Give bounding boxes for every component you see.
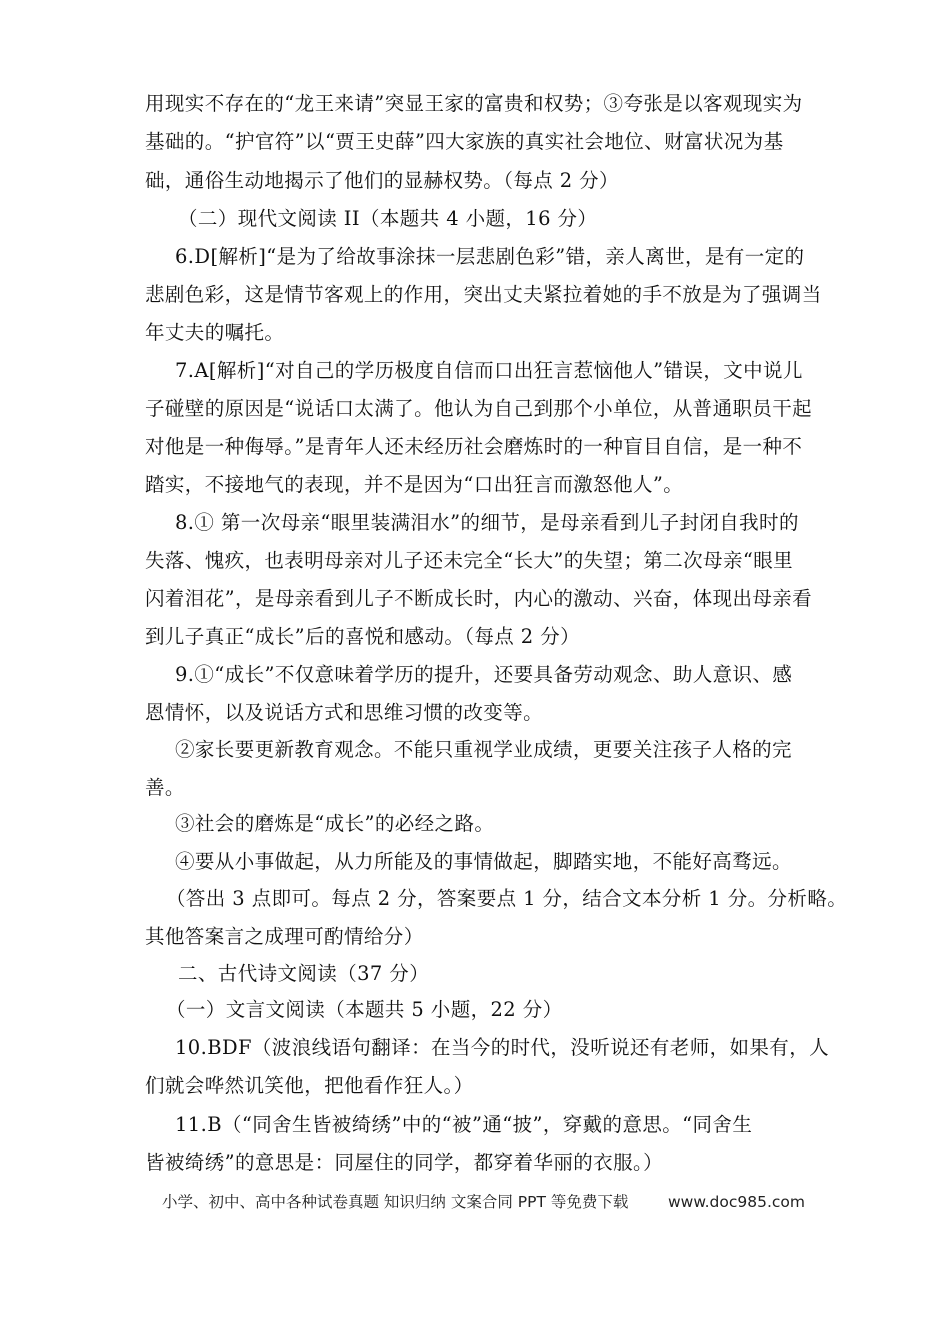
answer-9-line-2: 恩情怀，以及说话方式和思维习惯的改变等。 bbox=[145, 701, 544, 724]
answer-8-line-2: 失落、愧疚，也表明母亲对儿子还未完全“长大”的失望；第二次母亲“眼里 bbox=[145, 549, 794, 572]
body-line-1: 用现实不存在的“龙王来请”突显王家的富贵和权势；③夸张是以客观现实为 bbox=[145, 92, 803, 115]
answer-9-point-2-line-1: ②家长要更新教育观念。不能只重视学业成绩，更要关注孩子人格的完 bbox=[175, 738, 792, 761]
section-heading-classical-prose: （一）文言文阅读（本题共 5 小题，22 分） bbox=[166, 998, 563, 1021]
answer-9-point-4: ④要从小事做起，从力所能及的事情做起，脚踏实地，不能好高骛远。 bbox=[175, 850, 792, 873]
answer-8-line-1: 8.① 第一次母亲“眼里装满泪水”的细节，是母亲看到儿子封闭自我时的 bbox=[175, 511, 799, 534]
answer-8-line-4: 到儿子真正“成长”后的喜悦和感动。（每点 2 分） bbox=[145, 625, 580, 648]
answer-9-note-line-2: 其他答案言之成理可酌情给分） bbox=[145, 925, 424, 948]
footer-promo-text: 小学、初中、高中各种试卷真题 知识归纳 文案合同 PPT 等免费下载 bbox=[162, 1193, 629, 1211]
answer-9-point-2-line-2: 善。 bbox=[145, 776, 185, 799]
body-line-2: 基础的。“护官符”以“贾王史薛”四大家族的真实社会地位、财富状况为基 bbox=[145, 130, 784, 153]
answer-11-line-2: 皆被绮绣”的意思是：同屋住的同学，都穿着华丽的衣服。） bbox=[145, 1151, 664, 1174]
answer-7-line-3: 对他是一种侮辱。”是青年人还未经历社会磨炼时的一种盲目自信，是一种不 bbox=[145, 435, 803, 458]
answer-7-line-2: 子碰壁的原因是“说话口太满了。他认为自己到那个小单位，从普通职员干起 bbox=[145, 397, 813, 420]
answer-11-line-1: 11.B（“同舍生皆被绮绣”中的“被”通“披”，穿戴的意思。“同舍生 bbox=[175, 1113, 753, 1136]
section-heading-modern-reading-2: （二）现代文阅读 II（本题共 4 小题，16 分） bbox=[178, 207, 598, 230]
answer-6-line-1: 6.D[解析]“是为了给故事涂抹一层悲剧色彩”错，亲人离世，是有一定的 bbox=[175, 245, 805, 268]
answer-6-line-3: 年丈夫的嘱托。 bbox=[145, 321, 285, 344]
answer-10-line-2: 们就会哗然讥笑他，把他看作狂人。） bbox=[145, 1074, 474, 1097]
body-line-3: 础，通俗生动地揭示了他们的显赫权势。（每点 2 分） bbox=[145, 169, 619, 192]
answer-7-line-4: 踏实，不接地气的表现，并不是因为“口出狂言而激怒他人”。 bbox=[145, 473, 684, 496]
section-heading-classical-poetry: 二、古代诗文阅读（37 分） bbox=[178, 962, 430, 985]
answer-10-line-1: 10.BDF（波浪线语句翻译：在当今的时代，没听说还有老师，如果有，人 bbox=[175, 1036, 830, 1059]
answer-8-line-3: 闪着泪花”，是母亲看到儿子不断成长时，内心的激动、兴奋，体现出母亲看 bbox=[145, 587, 813, 610]
answer-7-line-1: 7.A[解析]“对自己的学历极度自信而口出狂言惹恼他人”错误，文中说儿 bbox=[175, 359, 803, 382]
answer-9-line-1: 9.①“成长”不仅意味着学历的提升，还要具备劳动观念、助人意识、感 bbox=[175, 663, 793, 686]
answer-9-note-line-1: （答出 3 点即可。每点 2 分，答案要点 1 分，结合文本分析 1 分。分析略。 bbox=[166, 887, 848, 910]
answer-9-point-3: ③社会的磨炼是“成长”的必经之路。 bbox=[175, 812, 495, 835]
answer-6-line-2: 悲剧色彩，这是情节客观上的作用，突出丈夫紧拉着她的手不放是为了强调当 bbox=[145, 283, 822, 306]
footer-website-link[interactable]: www.doc985.com bbox=[668, 1193, 805, 1211]
